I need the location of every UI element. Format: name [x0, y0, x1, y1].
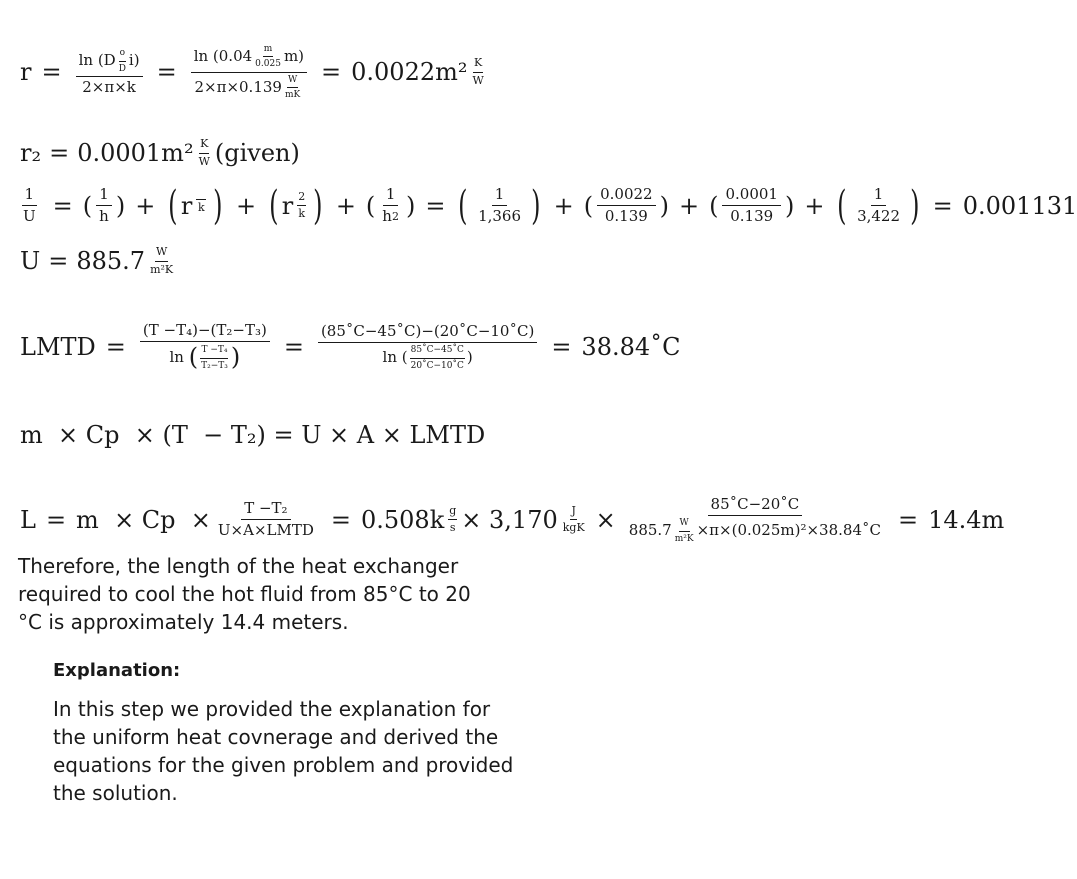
r-result: 0.0022m²	[351, 58, 468, 87]
explanation-body: In this step we provided the explanation for the uniform heat covnerage and derived the equations for the given problem and provided the solution.	[53, 697, 514, 805]
length-symbolic: $\frac{\text{T −T₂}}{\text{U×A×LMTD}}$	[217, 499, 314, 540]
equation-energy-balance: m × Cp × (T − T₂) = U × A × LMTD	[20, 421, 486, 449]
equation-length: L = m × Cp × $\frac{\text{T −T₂}}{\text{U×A×LMTD}}$ = 0.508k $\frac{g}{s}$ × 3,170 $\frac{J}{\text{kgK}}$ × 85˚C−20˚C 885.7 $\frac{W}{\text{m²K}}$ ×π×(0.025m)²×38.84˚C = 14.4m	[20, 495, 1005, 544]
lmtd-result: 38.84˚C	[581, 332, 681, 361]
equation-u: U = 885.7 $\frac{W}{\text{m²K}}$	[20, 245, 174, 276]
equation-r2: r₂ = 0.0001m² $\frac{K}{W}$ (given)	[20, 137, 300, 168]
equation-u-inverse: $\frac{1}{U}$ = ( $\frac{1}{h}$ ) + ( r k ) + ( r $\frac{2}{k}$ ) + ( 1 h 2 ) = ( $\frac{1}{1,366}$ ) + ( $\frac{0.0022}{0.139}$ ) + ( $\frac{0.0001}{0.139}$ ) + ( $\frac{1}{3,422}$ ) = 0.001131	[23, 182, 1077, 229]
fraction-r-symbolic: ln (D $\frac{o}{D}$ i) 2×π×k	[76, 48, 143, 96]
length-numeric: 85˚C−20˚C 885.7 $\frac{W}{\text{m²K}}$ ×π×(0.025m)²×38.84˚C	[628, 495, 881, 544]
equation-r: r = ln (D $\frac{o}{D}$ i) 2×π×k = ln (0.04 $\frac{m}{0.025}$ m) 2×π×0.139 $\frac{W}{mK}$ = 0.0022m² $\frac{K}{W}$	[20, 44, 484, 101]
fraction-r-numeric: ln (0.04 $\frac{m}{0.025}$ m) 2×π×0.139 $\frac{W}{mK}$	[191, 44, 307, 100]
lmtd-symbolic: (T −T₄)−(T₂−T₃) ln ( $\frac{\text{T −T₄}}{\text{T₂−T₃}}$ )	[140, 322, 270, 372]
lmtd-numeric: (85˚C−45˚C)−(20˚C−10˚C) ln ( $\frac{85˚C-45˚C}{20˚C-10˚C}$ )	[318, 323, 537, 371]
u-inverse-result: 0.001131	[962, 191, 1077, 220]
length-result: 14.4m	[928, 505, 1005, 534]
conclusion-paragraph: Therefore, the length of the heat exchanger required to cool the hot fluid from 85°C to 20 °C is approximately 14.4 meters.	[18, 554, 471, 634]
equation-lmtd: LMTD = (T −T₄)−(T₂−T₃) ln ( $\frac{\text{T −T₄}}{\text{T₂−T₃}}$ ) = (85˚C−45˚C)−(20˚C−10˚C) ln ( $\frac{85˚C-45˚C}{20˚C-10˚C}$ ) = 38.84˚C	[20, 321, 681, 372]
explanation-title: Explanation:	[53, 660, 181, 681]
